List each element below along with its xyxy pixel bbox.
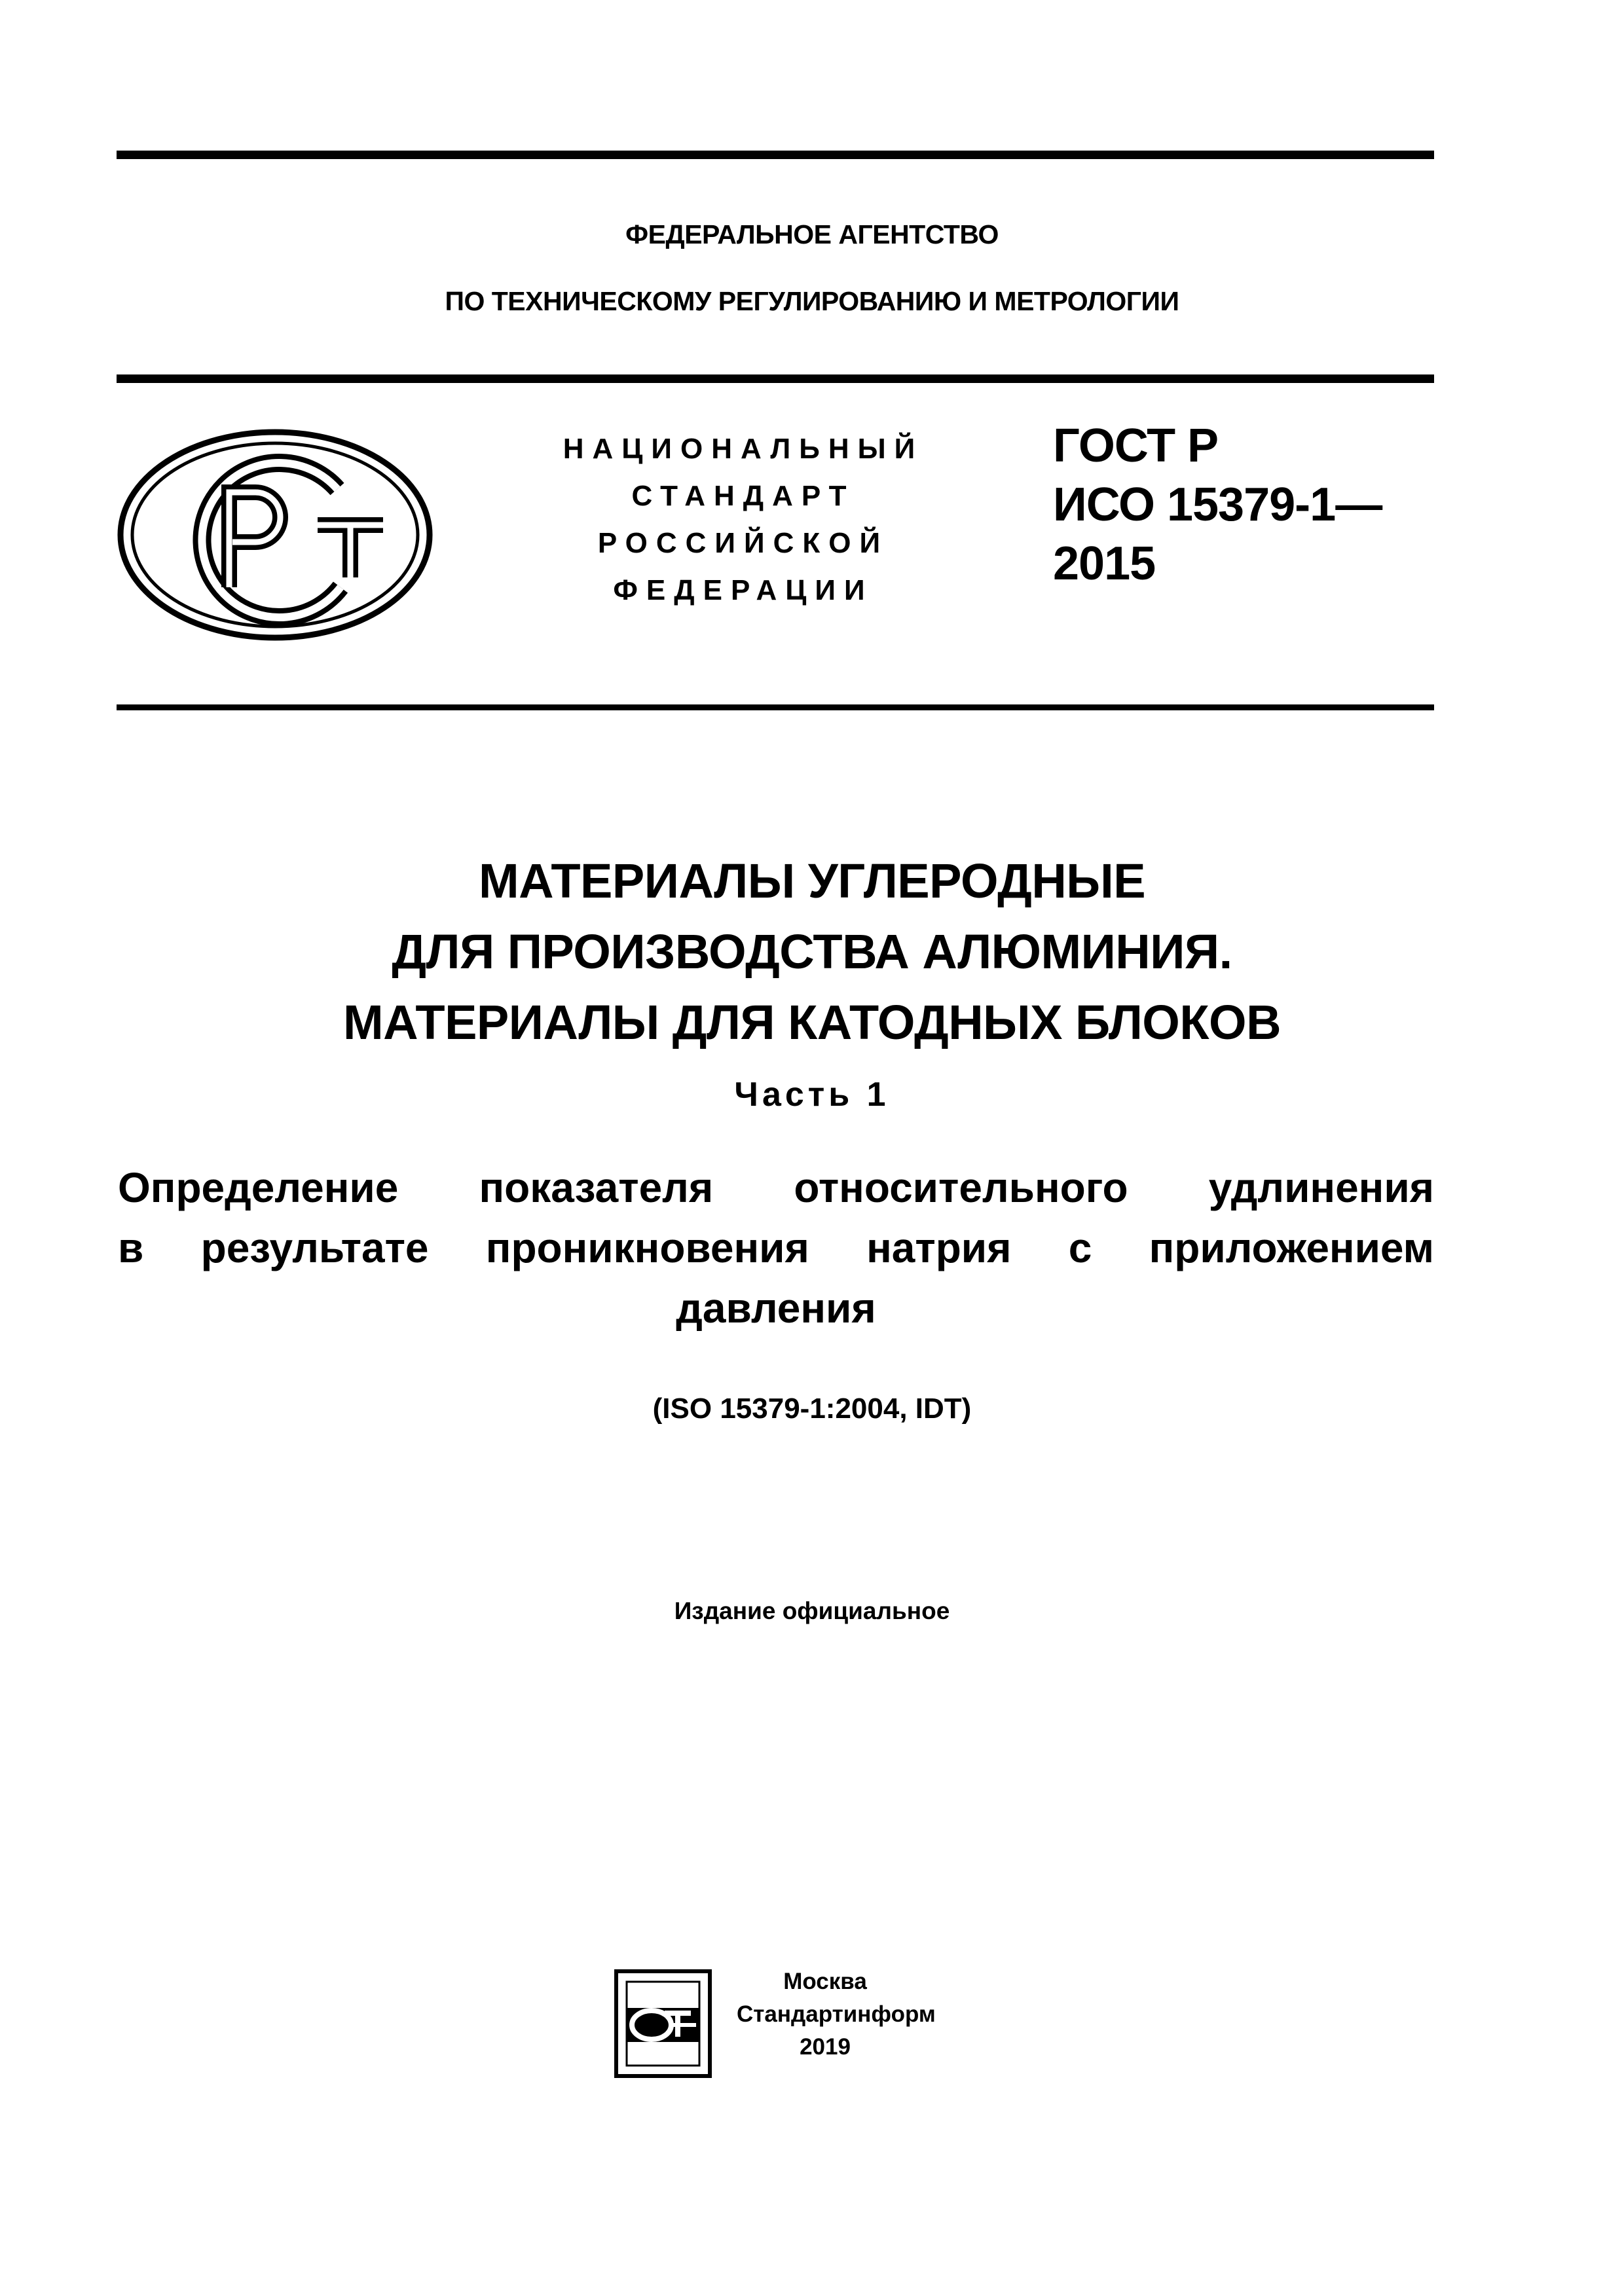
- national-line-1: НАЦИОНАЛЬНЫЙ: [563, 433, 924, 465]
- national-line-4: ФЕДЕРАЦИИ: [613, 574, 874, 606]
- imprint-city: Москва: [783, 1969, 867, 1994]
- subtitle-line-2: в результате проникновения натрия с приложением: [118, 1224, 1434, 1271]
- title-line-1: МАТЕРИАЛЫ УГЛЕРОДНЫЕ: [478, 854, 1146, 908]
- top-rule: [117, 151, 1434, 159]
- document-title: [0, 846, 1624, 1058]
- document-subtitle: [118, 1157, 1434, 1338]
- agency-name-line-1: ФЕДЕРАЛЬНОЕ АГЕНТСТВО: [625, 219, 999, 249]
- national-standard-label: [534, 426, 953, 614]
- rst-conformity-mark-icon: [115, 427, 435, 643]
- imprint-publisher: Стандартинформ: [737, 2001, 936, 2027]
- subtitle-line-1: Определение показателя относительного удлинения: [118, 1164, 1434, 1211]
- bottom-rule: [117, 704, 1434, 710]
- title-line-2: ДЛЯ ПРОИЗВОДСТВА АЛЮМИНИЯ.: [392, 924, 1232, 979]
- imprint: [737, 1965, 936, 2064]
- standard-code: [1053, 416, 1382, 593]
- national-line-2: СТАНДАРТ: [631, 480, 855, 512]
- imprint-year: 2019: [800, 2034, 851, 2060]
- standartinform-logo-icon: [612, 1967, 714, 2080]
- standard-code-line-1: ГОСТ Р: [1053, 420, 1219, 472]
- national-line-3: РОССИЙСКОЙ: [597, 527, 889, 559]
- iso-reference: (ISO 15379-1:2004, IDT): [652, 1393, 972, 1425]
- edition-label: Издание официальное: [674, 1597, 950, 1624]
- middle-rule: [117, 374, 1434, 383]
- title-line-3: МАТЕРИАЛЫ ДЛЯ КАТОДНЫХ БЛОКОВ: [342, 995, 1282, 1049]
- standard-code-line-3: 2015: [1053, 538, 1156, 590]
- standard-code-line-2: ИСО 15379-1—: [1053, 479, 1382, 531]
- subtitle-line-3: давления: [676, 1285, 876, 1332]
- part-number: Часть 1: [734, 1076, 890, 1114]
- agency-name-line-2: ПО ТЕХНИЧЕСКОМУ РЕГУЛИРОВАНИЮ И МЕТРОЛОГИИ: [445, 286, 1179, 316]
